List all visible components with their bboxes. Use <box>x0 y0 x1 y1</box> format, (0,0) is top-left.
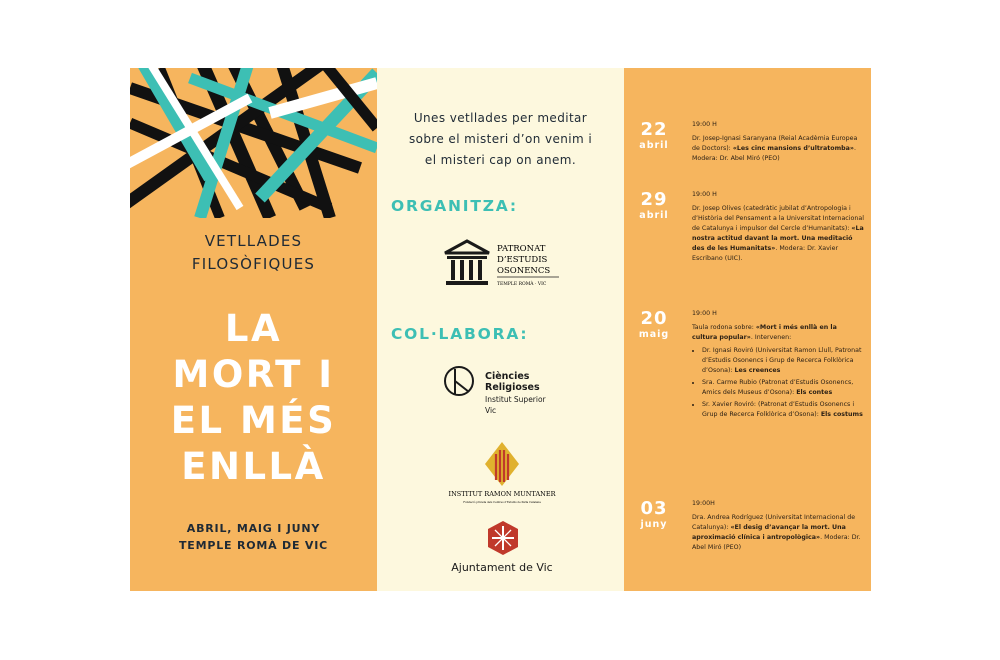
ramon-subtitle: Fundació privada dels Centres d’Estudis de Parla Catalana <box>463 501 541 504</box>
event-description <box>692 513 864 553</box>
city-emblem-icon <box>488 521 518 555</box>
program-panel <box>624 68 871 591</box>
series-line: VETLLADES <box>204 232 303 250</box>
sponsors-panel <box>377 68 624 591</box>
event-month: abril <box>639 140 669 151</box>
talk-title: «La nostra actitud davant la mort. Una meditació des de les Humanitats» <box>692 225 864 252</box>
brochure <box>130 68 871 591</box>
organitza-heading: ORGANITZA: <box>391 197 518 215</box>
institut-ramon-muntaner-logo <box>437 440 567 510</box>
speaker-text: Dr. Josep Olives (catedràtic jubilat d’Antropologia i d’Història del Pensament a la Universitat Internacional de Catalunya i impulsor del Cercle d’Humanitats): <box>692 205 864 232</box>
panelist-text: Dr. Ignasi Roviró (Universitat Ramon Llull, Patronat d’Estudis Osonencs i Grup de Recerca Folklòrica d’Osona): <box>702 347 862 374</box>
patronat-line: TEMPLE ROMÀ · VIC <box>497 282 547 287</box>
event-time: 19:00 H <box>692 191 717 198</box>
panelist-topic: Els contes <box>796 389 833 396</box>
tagline-line: Unes vetllades per meditar <box>413 111 588 125</box>
title-line: LA <box>224 307 283 350</box>
ciencies-line: Institut Superior <box>485 395 546 404</box>
event-description <box>692 134 864 164</box>
event-details <box>692 309 864 422</box>
event-day: 20 <box>640 308 668 329</box>
moderator-text: . Modera: Dr. Xavier Escribano (UIC). <box>692 245 839 262</box>
event-details <box>692 190 864 264</box>
list-item <box>702 400 864 420</box>
list-item <box>702 378 864 398</box>
panelist-list <box>692 346 864 420</box>
talk-title: «Mort i més enllà en la cultura popular» <box>692 324 837 341</box>
series-line: FILOSÒFIQUES <box>191 255 316 273</box>
circle-mark-icon <box>445 367 473 395</box>
event-description <box>692 204 864 264</box>
event-details <box>692 499 864 553</box>
talk-title: «El desig d’avançar la mort. Una aproximació clínica i antropològica» <box>692 524 846 541</box>
event-details <box>692 120 864 164</box>
cover-panel <box>130 68 377 591</box>
main-title <box>130 306 377 490</box>
speaker-text: Taula rodona sobre: <box>692 324 756 331</box>
event-day: 03 <box>640 498 668 519</box>
dates-and-venue <box>130 520 377 554</box>
ciencies-religioses-logo <box>443 364 573 429</box>
title-line: EL MÉS <box>170 399 337 442</box>
event-description <box>692 323 864 343</box>
moderator-text: . Modera: Dr. Abel Miró (PEO) <box>692 145 856 162</box>
event-day: 29 <box>640 189 668 210</box>
event-month: juny <box>640 519 668 530</box>
event-time: 19:00H <box>692 500 715 507</box>
ajuntament-name: Ajuntament de Vic <box>451 561 553 574</box>
tagline <box>385 108 616 171</box>
speaker-text: Dr. Josep-Ignasi Saranyana (Reial Acadèmia Europea de Doctors): <box>692 135 858 152</box>
decorative-stripes <box>130 68 377 218</box>
list-item <box>702 346 864 376</box>
tagline-line: el misteri cap on anem. <box>424 153 577 167</box>
patronat-line: PATRONAT <box>497 244 546 254</box>
ramon-name: INSTITUT RAMON MUNTANER <box>448 490 556 498</box>
title-line: ENLLÀ <box>181 445 326 488</box>
dates-text: ABRIL, MAIG I JUNY <box>186 522 321 535</box>
event-time: 19:00 H <box>692 310 717 317</box>
panelist-text: Sra. Carme Rubio (Patronat d’Estudis Osonencs, Amics dels Museus d’Osona): <box>702 379 854 396</box>
temple-icon <box>445 241 489 285</box>
tagline-line: sobre el misteri d’on venim i <box>408 132 593 146</box>
intro-text: . Intervenen: <box>750 334 792 341</box>
ciencies-line: Vic <box>485 406 497 415</box>
patronat-line: OSONENCS <box>497 266 551 276</box>
ciencies-line: Ciències <box>485 371 530 382</box>
speaker-text: Dra. Andrea Rodríguez (Universitat Internacional de Catalunya): <box>692 514 856 531</box>
event-month: abril <box>639 210 669 221</box>
patronat-logo <box>443 238 563 293</box>
ciencies-line: Religioses <box>485 382 540 393</box>
panelist-text: Sr. Xavier Roviró: (Patronat d’Estudis Osonencs i Grup de Recerca Folklòrica d’Osona): <box>702 401 855 418</box>
moderator-text: . Modera: Dr. Abel Miró (PEO) <box>692 534 861 551</box>
panelist-topic: Les creences <box>734 367 781 374</box>
talk-title: «Les cinc mansions d’ultratomba» <box>732 145 854 152</box>
col-labora-heading: COL·LABORA: <box>391 325 529 343</box>
event-time: 19:00 H <box>692 121 717 128</box>
event-month: maig <box>638 329 670 340</box>
panelist-topic: Els costums <box>820 411 863 418</box>
event-day: 22 <box>640 119 668 140</box>
ajuntament-vic-logo <box>437 518 567 578</box>
title-line: MORT I <box>172 353 335 396</box>
patronat-line: D’ESTUDIS <box>497 255 548 265</box>
venue-text: TEMPLE ROMÀ DE VIC <box>178 539 329 552</box>
series-title <box>130 230 377 276</box>
shield-icon <box>485 442 519 486</box>
